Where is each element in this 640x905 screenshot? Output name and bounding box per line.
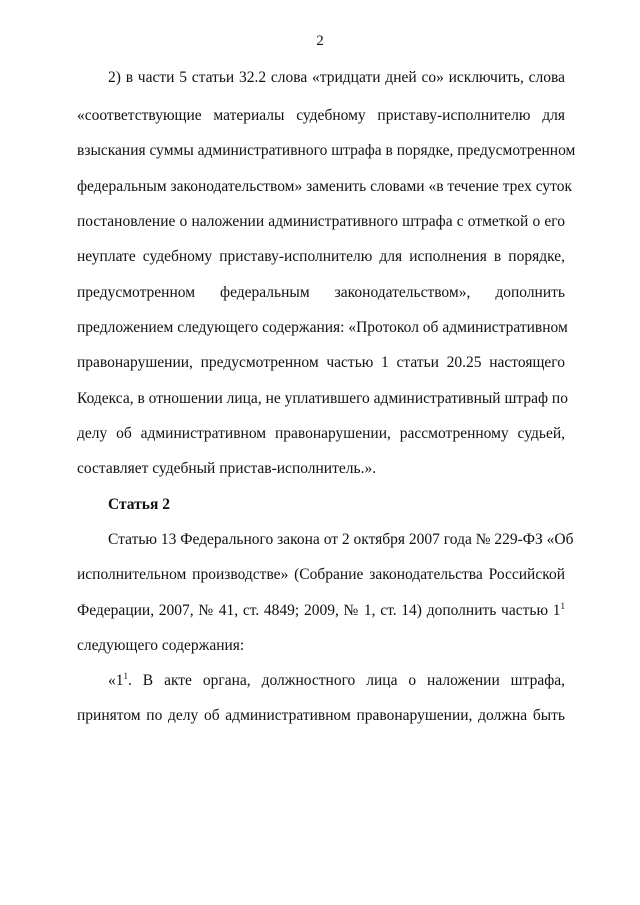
- text-span: Федерации, 2007, № 41, ст. 4849; 2009, № 1, ст. 14) дополнить частью 1: [77, 602, 561, 619]
- text-line: следующего содержания:: [77, 637, 245, 654]
- text-line: «соответствующие материалы судебному приставу-исполнителю для: [77, 107, 565, 124]
- text-line: 2) в части 5 статьи 32.2 слова «тридцати дней со» исключить, слова: [108, 69, 565, 86]
- page-number: 2: [316, 33, 324, 49]
- text-line: предусмотренном федеральным законодательством», дополнить: [77, 284, 565, 301]
- text-line: делу об административном правонарушении, рассмотренному судьей,: [77, 425, 565, 442]
- text-line: Кодекса, в отношении лица, не уплатившего административный штраф по: [77, 390, 568, 407]
- text-line: неуплате судебному приставу-исполнителю для исполнения в порядке,: [77, 248, 565, 265]
- text-span: «1: [108, 672, 124, 689]
- text-line: принятом по делу об административном правонарушении, должна быть: [77, 707, 565, 724]
- text-line: федеральным законодательством» заменить словами «в течение трех суток: [77, 178, 572, 195]
- text-line: [77, 602, 565, 620]
- superscript: 1: [560, 601, 565, 611]
- superscript: 1: [123, 671, 128, 681]
- text-line: предложением следующего содержания: «Протокол об административном: [77, 319, 568, 336]
- text-line: исполнительном производстве» (Собрание законодательства Российской: [77, 566, 565, 583]
- article-heading: Статья 2: [108, 496, 170, 513]
- text-line: правонарушении, предусмотренном частью 1 статьи 20.25 настоящего: [77, 354, 565, 371]
- text-line: составляет судебный пристав-исполнитель.».: [77, 460, 377, 477]
- text-line: [108, 672, 565, 690]
- text-line: взыскания суммы административного штрафа в порядке, предусмотренном: [77, 142, 576, 159]
- text-line: постановление о наложении административного штрафа с отметкой о его: [77, 213, 565, 230]
- text-line: Статью 13 Федерального закона от 2 октября 2007 года № 229-ФЗ «Об: [108, 531, 574, 548]
- text-span: . В акте органа, должностного лица о наложении штрафа,: [128, 672, 565, 689]
